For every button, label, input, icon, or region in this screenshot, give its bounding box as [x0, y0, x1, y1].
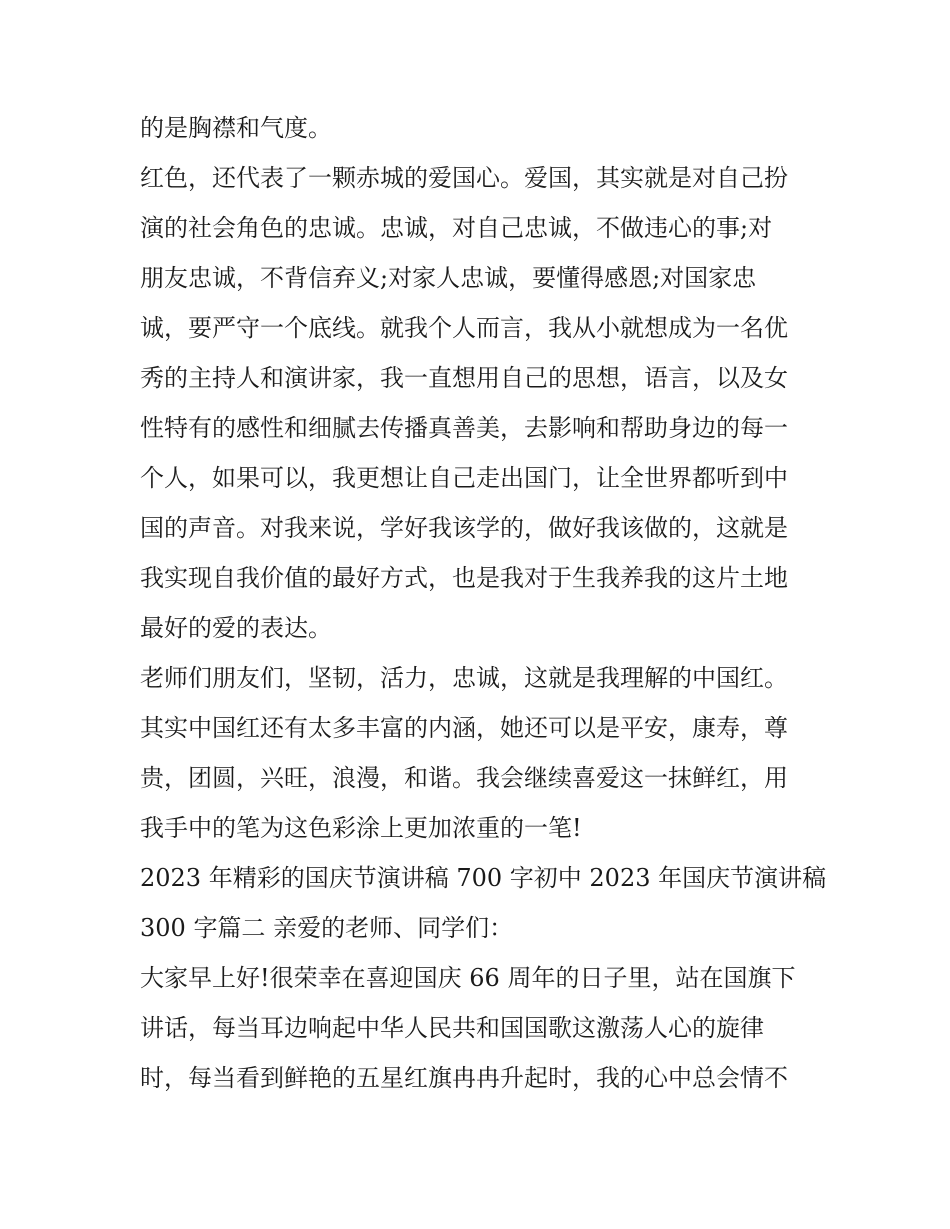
text-line: 贵，团圆，兴旺，浪漫，和谐。我会继续喜爱这一抹鲜红，用 — [140, 764, 788, 792]
text-line: 个人，如果可以，我更想让自己走出国门，让全世界都听到中 — [140, 464, 788, 492]
text-line: 朋友忠诚，不背信弃义;对家人忠诚，要懂得感恩;对国家忠 — [140, 264, 757, 292]
text-line: 时，每当看到鲜艳的五星红旗冉冉升起时，我的心中总会情不 — [140, 1064, 788, 1092]
text-line: 秀的主持人和演讲家，我一直想用自己的思想，语言，以及女 — [140, 364, 788, 392]
text-line: 2023 年精彩的国庆节演讲稿 700 字初中 2023 年国庆节演讲稿 — [140, 864, 827, 892]
body-text — [140, 103, 827, 1103]
text-line: 最好的爱的表达。 — [140, 614, 332, 642]
text-line: 演的社会角色的忠诚。忠诚，对自己忠诚，不做违心的事;对 — [140, 214, 773, 242]
text-line: 我实现自我价值的最好方式，也是我对于生我养我的这片土地 — [140, 564, 788, 592]
text-line: 诚，要严守一个底线。就我个人而言，我从小就想成为一名优 — [140, 314, 788, 342]
text-line: 讲话，每当耳边响起中华人民共和国国歌这激荡人心的旋律 — [140, 1014, 764, 1042]
text-line: 大家早上好!很荣幸在喜迎国庆 66 周年的日子里，站在国旗下 — [140, 964, 796, 992]
text-line: 红色，还代表了一颗赤城的爱国心。爱国，其实就是对自己扮 — [140, 164, 788, 192]
text-line: 国的声音。对我来说，学好我该学的，做好我该做的，这就是 — [140, 514, 788, 542]
text-line: 300 字篇二 亲爱的老师、同学们： — [140, 914, 514, 942]
text-line: 性特有的感性和细腻去传播真善美，去影响和帮助身边的每一 — [140, 414, 788, 442]
text-line: 的是胸襟和气度。 — [140, 114, 332, 142]
text-line: 老师们朋友们，坚韧，活力，忠诚，这就是我理解的中国红。 — [140, 664, 788, 692]
text-line: 我手中的笔为这色彩涂上更加浓重的一笔! — [140, 814, 582, 842]
text-line: 其实中国红还有太多丰富的内涵，她还可以是平安，康寿，尊 — [140, 714, 788, 742]
